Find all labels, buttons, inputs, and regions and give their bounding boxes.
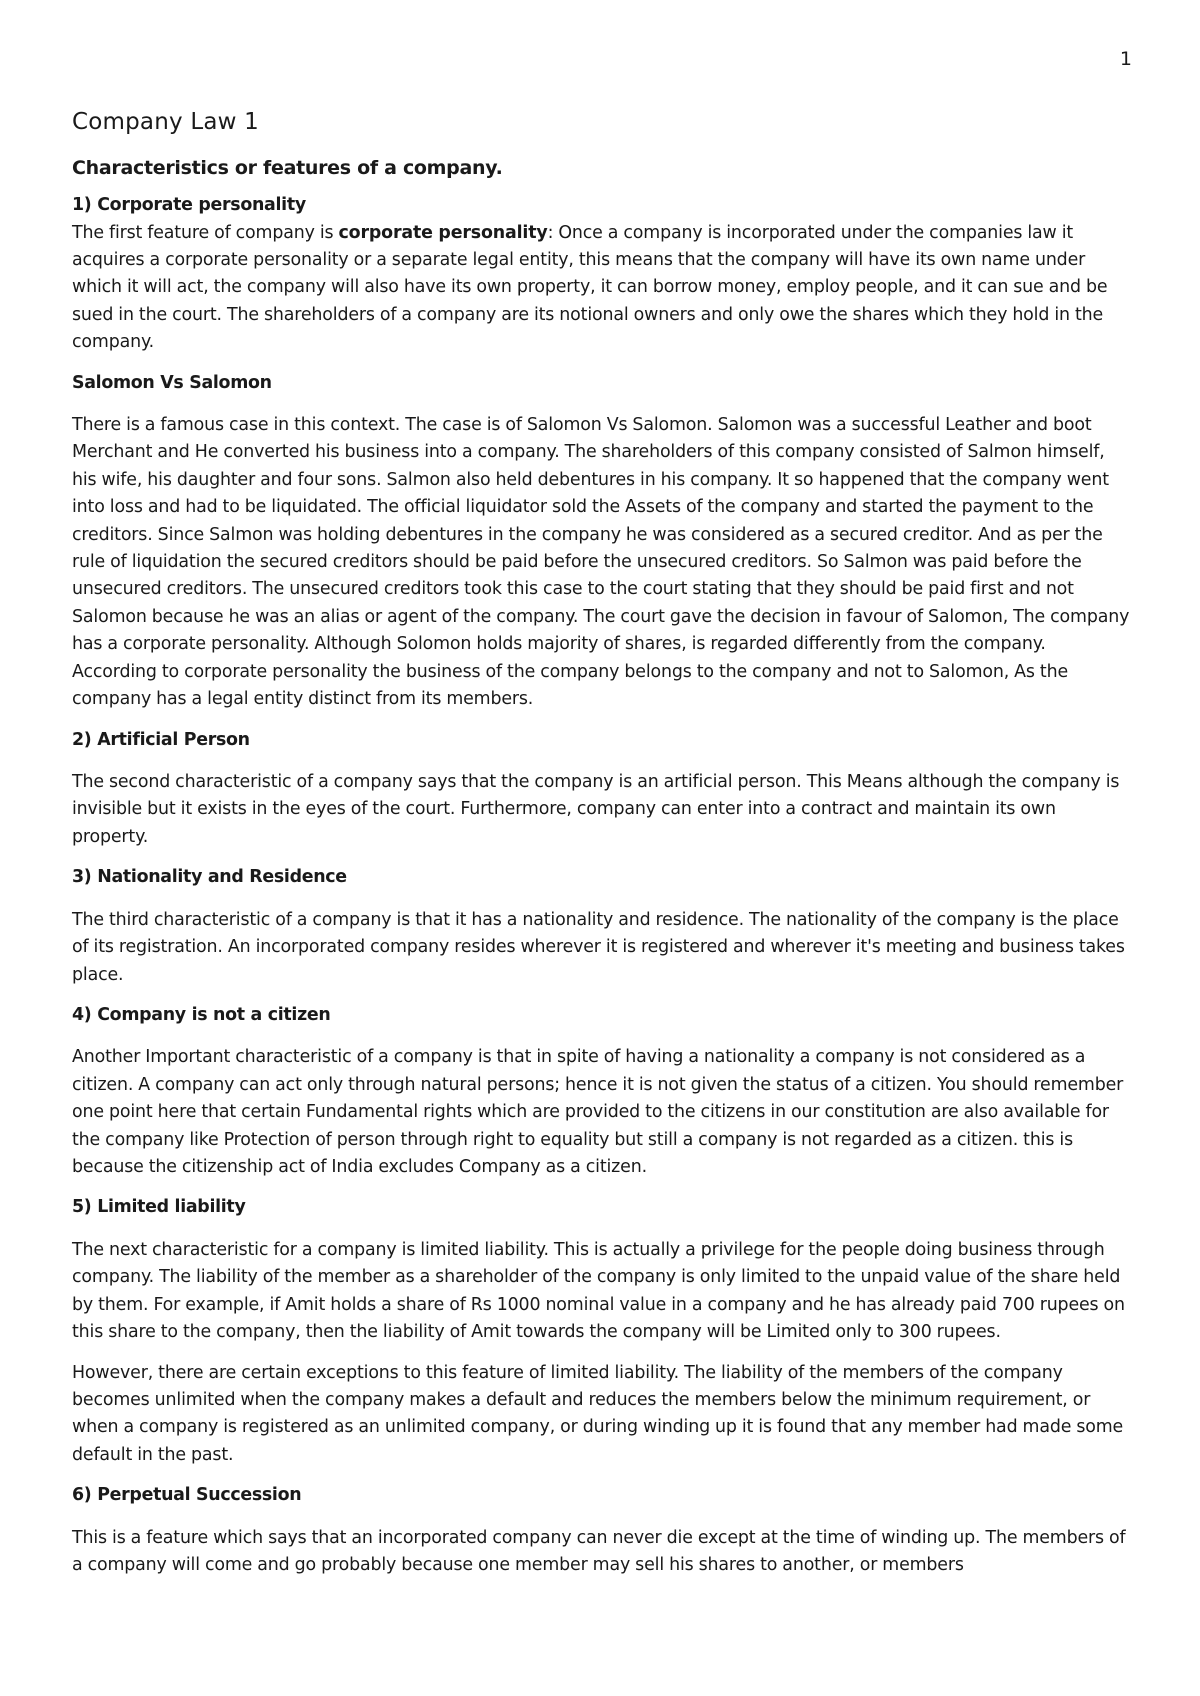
- section-artificial-person: [72, 727, 1132, 852]
- bold-term: corporate personality: [338, 222, 548, 243]
- section-corporate-personality: [72, 192, 1132, 357]
- section-paragraph: This is a feature which says that an incorporated company can never die except at the time of winding up. The members of a company will come and go probably because one member may sell his shares to another, or members: [72, 1527, 1126, 1576]
- section-paragraph: However, there are certain exceptions to this feature of limited liability. The liability of the members of the company becomes unlimited when the company makes a default and reduces the members below the minimum requirement, or when a company is registered as an unlimited company, or during winding up it is found that any member had made some default in the past.: [72, 1362, 1124, 1465]
- section-paragraph: The next characteristic for a company is limited liability. This is actually a privilege for the people doing business through company. The liability of the member as a shareholder of the company is only limited to the unpaid value of the share held by them. For example, if Amit holds a share of Rs 1000 nominal value in a company and he has already paid 700 rupees on this share to the company, then the liability of Amit towards the company will be Limited only to 300 rupees.: [72, 1239, 1125, 1343]
- section-heading: Salomon Vs Salomon: [72, 372, 272, 393]
- section-nationality-residence: [72, 864, 1132, 989]
- section-heading: 3) Nationality and Residence: [72, 867, 347, 888]
- section-heading: 4) Company is not a citizen: [72, 1004, 331, 1025]
- section-heading: 5) Limited liability: [72, 1197, 246, 1218]
- section-perpetual-succession: [72, 1482, 1132, 1579]
- paragraph-lead: The first feature of company is: [72, 222, 339, 243]
- document-body: [72, 106, 1132, 1593]
- section-heading: 2) Artificial Person: [72, 729, 250, 750]
- section-salomon-case: [72, 370, 1132, 714]
- section-heading: 1) Corporate personality: [72, 195, 306, 215]
- section-paragraph: The second characteristic of a company says that the company is an artificial person. This Means although the company is invisible but it exists in the eyes of the court. Furthermore, company can enter into a contract and maintain its own property.: [72, 772, 1120, 847]
- page-number: 1: [1119, 48, 1132, 70]
- section-paragraph: Another Important characteristic of a company is that in spite of having a nationality a company is not considered as a citizen. A company can act only through natural persons; hence it is not given the status of a citizen. You should remember one point here that certain Fundamental rights which are provided to the citizens in our constitution are also available for the company like Protection of person through right to equality but still a company is not regarded as a citizen. this is because the citizenship act of India excludes Company as a citizen.: [72, 1047, 1124, 1178]
- section-paragraph: There is a famous case in this context. The case is of Salomon Vs Salomon. Salomon was a successful Leather and boot Merchant and He converted his business into a company. The shareholders of this company consisted of Salmon himself, his wife, his daughter and four sons. Salmon also held debentures in his company. It so happened that the company went into loss and had to be liquidated. The official liquidator sold the Assets of the company and started the payment to the creditors. Since Salmon was holding debentures in the company he was considered as a secured creditor. And as per the rule of liquidation the secured creditors should be paid before the unsecured creditors. So Salmon was paid before the unsecured creditors. The unsecured creditors took this case to the court stating that they should be paid first and not Salomon because he was an alias or agent of the company. The court gave the decision in favour of Salomon, The company has a corporate personality. Although Solomon holds majority of shares, is regarded differently from the company. According to corporate personality the business of the company belongs to the company and not to Salomon, As the company has a legal entity distinct from its members.: [72, 415, 1130, 710]
- section-heading: 6) Perpetual Succession: [72, 1485, 302, 1506]
- section-not-a-citizen: [72, 1002, 1132, 1182]
- section-paragraph: The third characteristic of a company is that it has a nationality and residence. The nationality of the company is the place of its registration. An incorporated company resides wherever it is registered and wherever it's meeting and business takes place.: [72, 909, 1125, 985]
- section-limited-liability: [72, 1194, 1132, 1469]
- section-paragraph: [72, 220, 1132, 357]
- document-title: Company Law 1: [72, 109, 259, 135]
- paragraph-rest: : Once a company is incorporated under the companies law it acquires a corporate personality or a separate legal entity, this means that the company will have its own name under which it will act, the company will also have its own property, it can borrow money, employ people, and it can sue and be sued in the court. The shareholders of a company are its notional owners and only owe the shares which they hold in the company.: [72, 222, 1108, 353]
- document-subtitle: Characteristics or features of a company.: [72, 157, 503, 179]
